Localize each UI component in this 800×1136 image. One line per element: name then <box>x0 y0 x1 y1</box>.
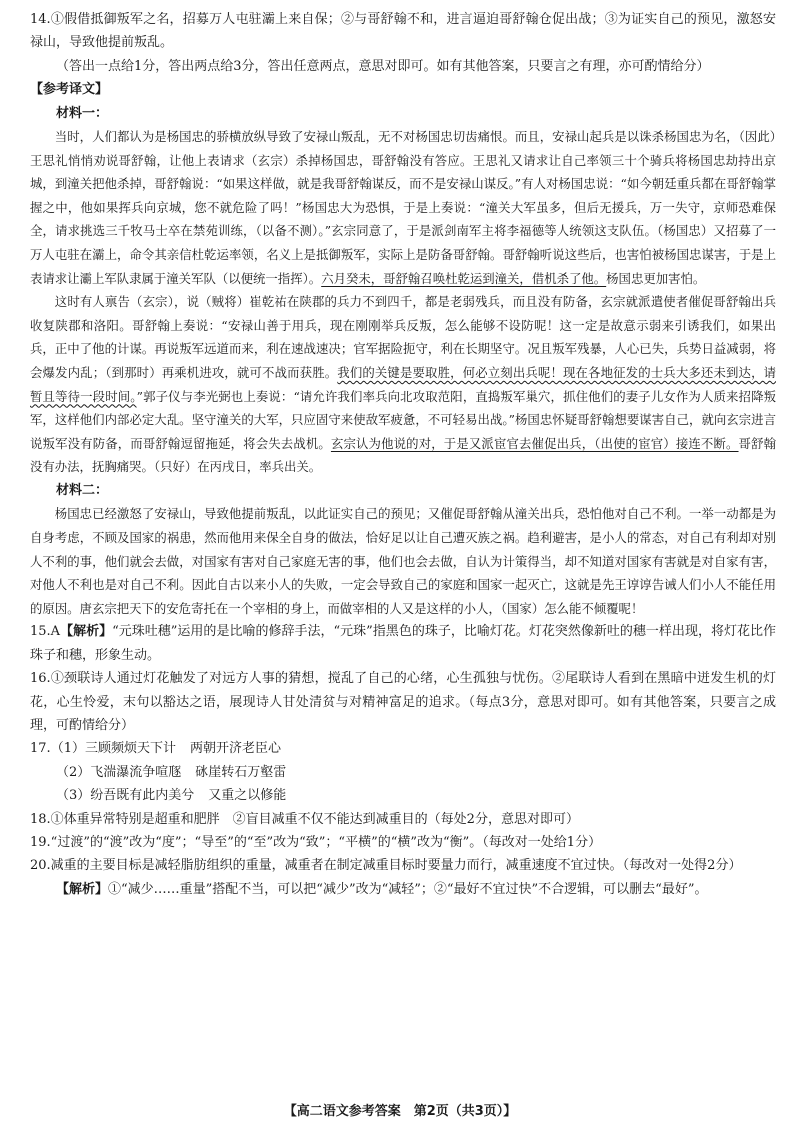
m1-p1-end: 杨国忠更加害怕。 <box>606 270 706 286</box>
q17-item-3 <box>30 784 776 807</box>
q17-line-b: 又重之以修能 <box>208 788 287 804</box>
material2-paragraph: 杨国忠已经激怒了安禄山，导致他提前叛乱，以此证实自己的预见；又催促哥舒翰从潼关出兵，恐怕他对自己不利。一举一动都是为自身考虑，不顾及国家的祸患，然而他用来保全自身的做法，恰好足以让自己遭灭族之祸。趋利避害，是小人的常态，对自己有利却对别人不利的事，他们就会去做，对国家有害对自己家庭无害的事，他们也会去做，自认为计策得当，却不知道对国家有害就是对自家有害，对他人不利也是对自己不利。因此自古以来小人的失败，一定会导致自己的家庭和国家一起灭亡，这就是先王谆谆告诫人们小人不能任用的原因。唐玄宗把天下的安危寄托在一个宰相的身上，而做宰相的人又是这样的小人，（国家）怎么能不倾覆呢！ <box>30 506 776 616</box>
q15-label: 15.A <box>30 624 61 640</box>
m1-p1-underlined: 六月癸未，哥舒翰召唤杜乾运到潼关，借机杀了他。 <box>321 270 607 286</box>
m1-p2-text: 这时有人禀告（玄宗），说（贼将）崔乾祐在陕郡的兵力不到四千，都是老弱残兵，而且没有防备，玄宗就派遣使者催促哥舒翰出兵收复陕郡和洛阳。哥舒翰上奏说：“安禄山善于用兵，现在刚刚举兵反叛，怎么能够不设防呢！这一定是故意示弱来引诱我们，如果出兵，正中了他的计谋。再说叛军远道而来，利在速战速决；官军据险扼守，利在长期坚守。况且叛军残暴，人心已失，兵势日益减弱，将会爆发内乱；（到那时）再乘机进攻，就可不战而获胜。 <box>30 294 776 380</box>
q15-analysis-tag: 【解析】 <box>60 624 113 640</box>
answer-page <box>30 8 776 901</box>
q17-label: 17. <box>30 741 51 757</box>
q17-line-b: 砯崖转石万壑雷 <box>195 764 287 780</box>
q20-analysis-tag: 【解析】 <box>56 881 109 897</box>
q20-analysis-text: ①“减少……重量”搭配不当，可以把“减少”改为“减轻”；②“最好不宜过快”不合逻辑，可以删去“最好”。 <box>108 881 708 897</box>
material1-paragraph-1 <box>30 125 776 290</box>
q17-item-num: （2） <box>56 764 91 780</box>
material1-paragraph-2 <box>30 290 776 479</box>
m1-p1-text: 当时，人们都认为是杨国忠的骄横放纵导致了安禄山叛乱，无不对杨国忠切齿痛恨。而且，安禄山起兵是以诛杀杨国忠为名，（因此）王思礼悄悄劝说哥舒翰，让他上表请求（玄宗）杀掉杨国忠，哥舒翰没有答应。王思礼又请求让自己率领三十个骑兵将杨国忠劫持出京城，到潼关把他杀掉，哥舒翰说：“如果这样做，就是我哥舒翰谋反，而不是安禄山谋反。”有人对杨国忠说：“如今朝廷重兵都在哥舒翰掌握之中，他如果挥兵向京城，您不就危险了吗！”杨国忠大为恐惧，于是上奏说：“潼关大军虽多，但后无援兵，万一失守，京师恐难保全，请求挑选三千牧马士卒在禁苑训练，（以备不测）。”玄宗同意了，于是派剑南军主将李福德等人统领这支队伍。（杨国忠）又招募了一万人屯驻在灞上，命令其亲信杜乾运率领，名义上是抵御叛军，实际上是防备哥舒翰。哥舒翰听说这些后，也害怕被杨国忠谋害，于是上表请求让灞上军队隶属于潼关军队（以便统一指挥）。 <box>30 129 776 286</box>
q16-answer: 16.①颈联诗人通过灯花触发了对远方人事的猜想，搅乱了自己的心绪，心生孤独与忧伤。②尾联诗人看到在黑暗中迸发生机的灯花，心生怜爱，末句以豁达之语，展现诗人甘处清贫与对精神富足的追求。（每点3分，意思对即可。如有其他答案，只要言之成理，可酌情给分） <box>30 671 776 733</box>
q14-answer: 14.①假借抵御叛军之名，招募万人屯驻灞上来自保；②与哥舒翰不和，进言逼迫哥舒翰仓促出战；③为证实自己的预见，激怒安禄山，导致他提前叛乱。 <box>30 12 776 51</box>
q17-line-b: 两朝开济老臣心 <box>189 741 281 757</box>
q18-answer: 18.①体重异常特别是超重和肥胖 ②盲目减重不仅不能达到减重目的（每处2分，意思对即可） <box>30 811 579 827</box>
q17-line-a: 三顾频烦天下计 <box>84 741 176 757</box>
q17-item-num: （3） <box>56 788 91 804</box>
translation-heading: 【参考译文】 <box>30 82 109 98</box>
material1-title: 材料一： <box>56 105 109 121</box>
m1-p2-wavy-underlined: 我们的关键是要取胜，何必立刻出兵呢！现在各地征发的士兵大多还未到达，请暂且等待一段时间。 <box>30 364 776 404</box>
q17-line-a: 飞湍瀑流争喧豗 <box>90 764 182 780</box>
m1-p2-end: 哥舒翰没有办法，抚胸痛哭。（只好）在丙戌日，率兵出关。 <box>30 435 776 475</box>
q20-analysis <box>30 878 776 901</box>
q17-line-a: 纷吾既有此内美兮 <box>90 788 195 804</box>
q15-text: “元珠吐穗”运用的是比喻的修辞手法，“元珠”指黑色的珠子，比喻灯花。灯花突然像新吐的穗一样出现，将灯花比作珠子和穗，形象生动。 <box>30 624 776 663</box>
q14-scoring-note: （答出一点给1分，答出两点给3分，答出任意两点，意思对即可。如有其他答案，只要言之有理，亦可酌情给分） <box>56 58 710 74</box>
q17-item-1 <box>30 737 776 760</box>
material2-title: 材料二： <box>56 482 109 498</box>
q19-answer: 19.“过渡”的“渡”改为“度”；“导至”的“至”改为“致”；“平横”的“横”改为“衡”。（每改对一处给1分） <box>30 834 602 850</box>
q17-item-num: （1） <box>50 741 85 757</box>
q20-answer: 20.减重的主要目标是减轻脂肪组织的重量，减重者在制定减重目标时要量力而行，减重速度不宜过快。（每改对一处得2分） <box>30 858 742 874</box>
m1-p2-text-b: ”郭子仪与李光弼也上奏说：“请允许我们率兵向北攻取范阳，直捣叛军巢穴，抓住他们的妻子儿女作为人质来招降叛军，这样他们内部必定大乱。坚守潼关的大军，只应固守来使敌军疲惫，不可轻易出战。”杨国忠怀疑哥舒翰想要谋害自己，就向玄宗进言说叛军没有防备，而哥舒翰逗留拖延，将会失去战机。 <box>30 388 776 451</box>
q15-answer <box>30 620 776 667</box>
m1-p2-underlined: 玄宗认为他说的对，于是又派宦官去催促出兵，（出使的宦官）接连不断。 <box>330 435 739 451</box>
q17-item-2 <box>30 761 776 784</box>
page-footer: 【高二语文参考答案 第2页（共3页）】 <box>283 1104 517 1119</box>
